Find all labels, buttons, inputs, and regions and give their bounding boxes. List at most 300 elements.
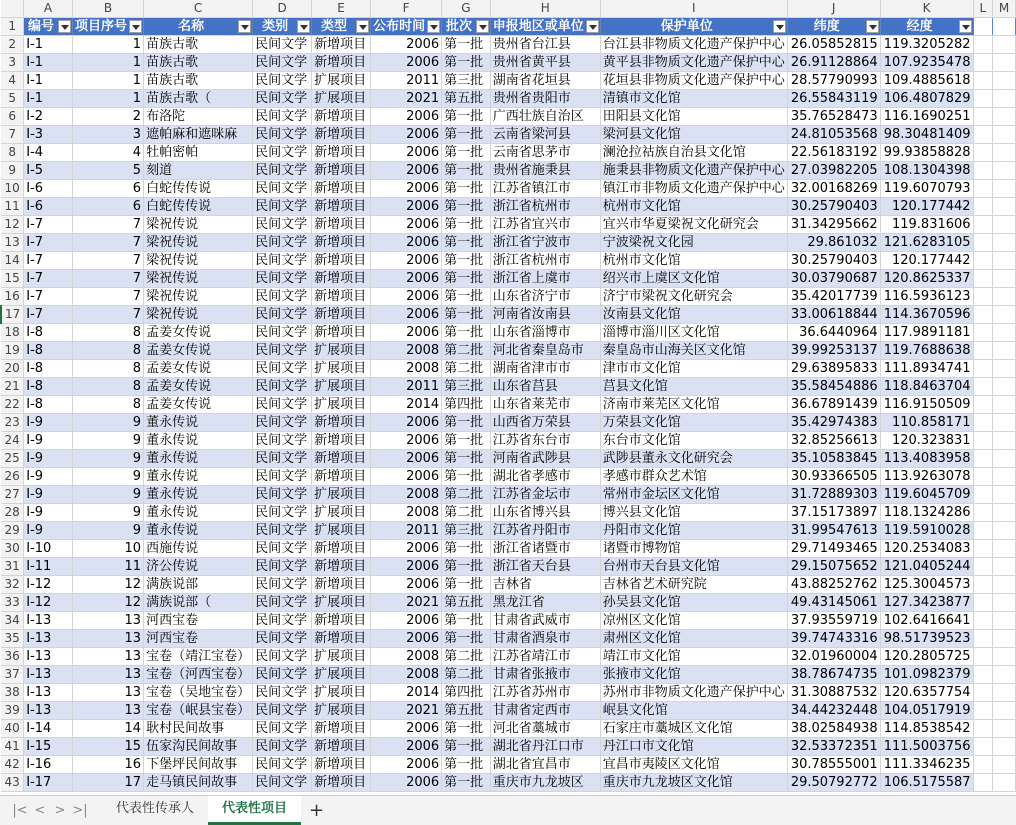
data-cell[interactable]: 2008 bbox=[371, 486, 442, 504]
data-cell[interactable]: 第一批 bbox=[442, 738, 491, 756]
data-cell[interactable]: 8 bbox=[72, 378, 143, 396]
data-cell[interactable]: 民间文学 bbox=[253, 378, 312, 396]
data-cell[interactable]: 吉林省艺术研究院 bbox=[600, 576, 787, 594]
data-cell[interactable]: Ⅰ-5 bbox=[24, 162, 73, 180]
data-cell[interactable]: 第一批 bbox=[442, 270, 491, 288]
data-cell[interactable]: 5 bbox=[72, 162, 143, 180]
data-cell[interactable]: Ⅰ-17 bbox=[24, 774, 73, 792]
data-cell[interactable]: Ⅰ-16 bbox=[24, 756, 73, 774]
data-cell[interactable]: 114.3670596 bbox=[880, 306, 973, 324]
data-cell[interactable]: Ⅰ-8 bbox=[24, 396, 73, 414]
data-cell[interactable]: 扩展项目 bbox=[312, 684, 371, 702]
data-cell[interactable]: 2006 bbox=[371, 432, 442, 450]
filter-dropdown-icon[interactable] bbox=[959, 20, 972, 33]
data-cell[interactable]: 新增项目 bbox=[312, 774, 371, 792]
data-cell[interactable]: 民间文学 bbox=[253, 684, 312, 702]
empty-cell[interactable] bbox=[973, 216, 993, 234]
data-cell[interactable]: 浙江省杭州市 bbox=[490, 252, 600, 270]
row-number[interactable]: 13 bbox=[1, 234, 24, 252]
data-cell[interactable]: 13 bbox=[72, 630, 143, 648]
data-cell[interactable]: 2006 bbox=[371, 252, 442, 270]
data-cell[interactable]: 民间文学 bbox=[253, 540, 312, 558]
data-cell[interactable]: Ⅰ-11 bbox=[24, 558, 73, 576]
data-cell[interactable]: 靖江市文化馆 bbox=[600, 648, 787, 666]
empty-cell[interactable] bbox=[993, 252, 1016, 270]
data-cell[interactable]: 7 bbox=[72, 270, 143, 288]
data-cell[interactable]: 山东省济宁市 bbox=[490, 288, 600, 306]
row-number[interactable]: 6 bbox=[1, 108, 24, 126]
data-cell[interactable]: 董永传说 bbox=[144, 450, 253, 468]
data-cell[interactable]: Ⅰ-6 bbox=[24, 198, 73, 216]
data-cell[interactable]: 甘肃省定西市 bbox=[490, 702, 600, 720]
data-cell[interactable]: 1 bbox=[72, 90, 143, 108]
data-cell[interactable]: 宁波梁祝文化园 bbox=[600, 234, 787, 252]
data-cell[interactable]: 104.0517919 bbox=[880, 702, 973, 720]
row-number[interactable]: 30 bbox=[1, 540, 24, 558]
data-cell[interactable]: 26.91128864 bbox=[787, 54, 880, 72]
data-cell[interactable]: 10 bbox=[72, 540, 143, 558]
data-cell[interactable]: Ⅰ-6 bbox=[24, 180, 73, 198]
data-cell[interactable]: 浙江省天台县 bbox=[490, 558, 600, 576]
data-cell[interactable]: 新增项目 bbox=[312, 558, 371, 576]
row-number[interactable]: 35 bbox=[1, 630, 24, 648]
data-cell[interactable]: 35.76528473 bbox=[787, 108, 880, 126]
empty-cell[interactable] bbox=[973, 702, 993, 720]
filter-dropdown-icon[interactable] bbox=[297, 20, 310, 33]
data-cell[interactable]: 2014 bbox=[371, 396, 442, 414]
data-cell[interactable]: 第一批 bbox=[442, 306, 491, 324]
empty-cell[interactable] bbox=[973, 558, 993, 576]
data-cell[interactable]: 浙江省诸暨市 bbox=[490, 540, 600, 558]
empty-cell[interactable] bbox=[993, 162, 1016, 180]
data-cell[interactable]: 29.71493465 bbox=[787, 540, 880, 558]
column-header-i[interactable]: I bbox=[600, 0, 787, 18]
empty-cell[interactable] bbox=[993, 540, 1016, 558]
data-cell[interactable]: 12 bbox=[72, 594, 143, 612]
empty-cell[interactable] bbox=[993, 108, 1016, 126]
empty-cell[interactable] bbox=[973, 234, 993, 252]
data-cell[interactable]: 113.4083958 bbox=[880, 450, 973, 468]
data-cell[interactable]: 119.831606 bbox=[880, 216, 973, 234]
empty-cell[interactable] bbox=[993, 198, 1016, 216]
data-cell[interactable]: 新增项目 bbox=[312, 630, 371, 648]
data-cell[interactable]: 第一批 bbox=[442, 252, 491, 270]
empty-cell[interactable] bbox=[973, 306, 993, 324]
data-cell[interactable]: 26.55843119 bbox=[787, 90, 880, 108]
data-cell[interactable]: 民间文学 bbox=[253, 360, 312, 378]
row-number[interactable]: 36 bbox=[1, 648, 24, 666]
empty-cell[interactable] bbox=[993, 666, 1016, 684]
data-cell[interactable]: Ⅰ-12 bbox=[24, 594, 73, 612]
data-cell[interactable]: 河西宝卷 bbox=[144, 612, 253, 630]
data-cell[interactable]: 第一批 bbox=[442, 198, 491, 216]
empty-cell[interactable] bbox=[993, 576, 1016, 594]
empty-cell[interactable] bbox=[973, 288, 993, 306]
data-cell[interactable]: 38.78674735 bbox=[787, 666, 880, 684]
data-cell[interactable]: 施秉县非物质文化遗产保护中心 bbox=[600, 162, 787, 180]
data-cell[interactable]: 120.6357754 bbox=[880, 684, 973, 702]
filter-dropdown-icon[interactable] bbox=[129, 20, 142, 33]
data-cell[interactable]: 108.1304398 bbox=[880, 162, 973, 180]
data-cell[interactable]: 浙江省宁波市 bbox=[490, 234, 600, 252]
data-cell[interactable]: 扩展项目 bbox=[312, 378, 371, 396]
data-cell[interactable]: 贵州省贵阳市 bbox=[490, 90, 600, 108]
data-cell[interactable]: Ⅰ-9 bbox=[24, 486, 73, 504]
data-cell[interactable]: 34.44232448 bbox=[787, 702, 880, 720]
data-cell[interactable]: Ⅰ-1 bbox=[24, 54, 73, 72]
data-cell[interactable]: 丹阳市文化馆 bbox=[600, 522, 787, 540]
data-cell[interactable]: 民间文学 bbox=[253, 162, 312, 180]
data-cell[interactable]: 37.15173897 bbox=[787, 504, 880, 522]
data-cell[interactable]: 河北省秦皇岛市 bbox=[490, 342, 600, 360]
data-cell[interactable]: 张掖市文化馆 bbox=[600, 666, 787, 684]
data-cell[interactable]: 111.3346235 bbox=[880, 756, 973, 774]
empty-cell[interactable] bbox=[973, 666, 993, 684]
row-number[interactable]: 31 bbox=[1, 558, 24, 576]
empty-cell[interactable] bbox=[973, 18, 993, 36]
data-cell[interactable]: 7 bbox=[72, 234, 143, 252]
data-cell[interactable]: 贵州省施秉县 bbox=[490, 162, 600, 180]
data-cell[interactable]: 第一批 bbox=[442, 576, 491, 594]
empty-cell[interactable] bbox=[993, 738, 1016, 756]
empty-cell[interactable] bbox=[973, 414, 993, 432]
data-cell[interactable]: 新增项目 bbox=[312, 216, 371, 234]
data-cell[interactable]: 扩展项目 bbox=[312, 594, 371, 612]
data-cell[interactable]: 119.7688638 bbox=[880, 342, 973, 360]
data-cell[interactable]: 扩展项目 bbox=[312, 666, 371, 684]
empty-cell[interactable] bbox=[993, 378, 1016, 396]
data-cell[interactable]: 杭州市文化馆 bbox=[600, 252, 787, 270]
data-cell[interactable]: 民间文学 bbox=[253, 756, 312, 774]
row-number[interactable]: 34 bbox=[1, 612, 24, 630]
data-cell[interactable]: 董永传说 bbox=[144, 504, 253, 522]
data-cell[interactable]: 湖南省花垣县 bbox=[490, 72, 600, 90]
row-number[interactable]: 32 bbox=[1, 576, 24, 594]
data-cell[interactable]: 9 bbox=[72, 468, 143, 486]
row-number[interactable]: 2 bbox=[1, 36, 24, 54]
empty-cell[interactable] bbox=[993, 306, 1016, 324]
data-cell[interactable]: 湖南省津市市 bbox=[490, 360, 600, 378]
data-cell[interactable]: Ⅰ-8 bbox=[24, 360, 73, 378]
data-cell[interactable]: 2006 bbox=[371, 144, 442, 162]
data-cell[interactable]: 山东省博兴县 bbox=[490, 504, 600, 522]
column-header-f[interactable]: F bbox=[371, 0, 442, 18]
data-cell[interactable]: 22.56183192 bbox=[787, 144, 880, 162]
row-number[interactable]: 5 bbox=[1, 90, 24, 108]
data-cell[interactable]: 民间文学 bbox=[253, 306, 312, 324]
data-cell[interactable]: Ⅰ-14 bbox=[24, 720, 73, 738]
header-cell[interactable] bbox=[600, 18, 787, 36]
empty-cell[interactable] bbox=[973, 756, 993, 774]
data-cell[interactable]: 43.88252762 bbox=[787, 576, 880, 594]
empty-cell[interactable] bbox=[993, 72, 1016, 90]
row-number[interactable]: 17 bbox=[1, 306, 24, 324]
data-cell[interactable]: 第一批 bbox=[442, 234, 491, 252]
data-cell[interactable]: 第一批 bbox=[442, 414, 491, 432]
data-cell[interactable]: 江苏省苏州市 bbox=[490, 684, 600, 702]
data-cell[interactable]: 2006 bbox=[371, 234, 442, 252]
header-cell[interactable] bbox=[144, 18, 253, 36]
data-cell[interactable]: 孟姜女传说 bbox=[144, 342, 253, 360]
data-cell[interactable]: 扩展项目 bbox=[312, 504, 371, 522]
data-cell[interactable]: 第二批 bbox=[442, 504, 491, 522]
empty-cell[interactable] bbox=[973, 126, 993, 144]
data-cell[interactable]: 济公传说 bbox=[144, 558, 253, 576]
header-cell[interactable] bbox=[490, 18, 600, 36]
data-cell[interactable]: 第一批 bbox=[442, 144, 491, 162]
data-cell[interactable]: 秦皇岛市山海关区文化馆 bbox=[600, 342, 787, 360]
data-cell[interactable]: 2006 bbox=[371, 558, 442, 576]
data-cell[interactable]: 新增项目 bbox=[312, 108, 371, 126]
data-cell[interactable]: 13 bbox=[72, 666, 143, 684]
data-cell[interactable]: 第三批 bbox=[442, 522, 491, 540]
data-cell[interactable]: 119.6070793 bbox=[880, 180, 973, 198]
data-cell[interactable]: 苗族古歌 bbox=[144, 36, 253, 54]
data-cell[interactable]: 35.58454886 bbox=[787, 378, 880, 396]
data-cell[interactable]: 甘肃省酒泉市 bbox=[490, 630, 600, 648]
row-number[interactable]: 20 bbox=[1, 360, 24, 378]
data-cell[interactable]: 第二批 bbox=[442, 648, 491, 666]
empty-cell[interactable] bbox=[993, 702, 1016, 720]
data-cell[interactable]: 董永传说 bbox=[144, 486, 253, 504]
data-cell[interactable]: Ⅰ-13 bbox=[24, 702, 73, 720]
data-cell[interactable]: 新增项目 bbox=[312, 54, 371, 72]
data-cell[interactable]: 民间文学 bbox=[253, 432, 312, 450]
data-cell[interactable]: 博兴县文化馆 bbox=[600, 504, 787, 522]
data-cell[interactable]: 127.3423877 bbox=[880, 594, 973, 612]
empty-cell[interactable] bbox=[993, 234, 1016, 252]
data-cell[interactable]: 120.323831 bbox=[880, 432, 973, 450]
column-header-k[interactable]: K bbox=[880, 0, 973, 18]
data-cell[interactable]: 2006 bbox=[371, 54, 442, 72]
data-cell[interactable]: 第四批 bbox=[442, 396, 491, 414]
data-cell[interactable]: 111.8934741 bbox=[880, 360, 973, 378]
column-header-a[interactable]: A bbox=[24, 0, 73, 18]
data-cell[interactable]: 27.03982205 bbox=[787, 162, 880, 180]
row-number[interactable]: 7 bbox=[1, 126, 24, 144]
data-cell[interactable]: 第一批 bbox=[442, 54, 491, 72]
data-cell[interactable]: 满族说部 bbox=[144, 576, 253, 594]
data-cell[interactable]: 民间文学 bbox=[253, 450, 312, 468]
data-cell[interactable]: 甘肃省张掖市 bbox=[490, 666, 600, 684]
data-cell[interactable]: 扩展项目 bbox=[312, 90, 371, 108]
filter-dropdown-icon[interactable] bbox=[866, 20, 879, 33]
data-cell[interactable]: 第一批 bbox=[442, 774, 491, 792]
data-cell[interactable]: 民间文学 bbox=[253, 180, 312, 198]
empty-cell[interactable] bbox=[973, 72, 993, 90]
data-cell[interactable]: 9 bbox=[72, 432, 143, 450]
data-cell[interactable]: 38.02584938 bbox=[787, 720, 880, 738]
data-cell[interactable]: 孙吴县文化馆 bbox=[600, 594, 787, 612]
empty-cell[interactable] bbox=[973, 396, 993, 414]
data-cell[interactable]: 诸暨市博物馆 bbox=[600, 540, 787, 558]
data-cell[interactable]: 第一批 bbox=[442, 450, 491, 468]
empty-cell[interactable] bbox=[993, 216, 1016, 234]
data-cell[interactable]: 梁祝传说 bbox=[144, 306, 253, 324]
data-cell[interactable]: 淄博市淄川区文化馆 bbox=[600, 324, 787, 342]
data-cell[interactable]: 民间文学 bbox=[253, 216, 312, 234]
data-cell[interactable]: 梁祝传说 bbox=[144, 216, 253, 234]
data-cell[interactable]: 山东省莱芜市 bbox=[490, 396, 600, 414]
data-cell[interactable]: 民间文学 bbox=[253, 198, 312, 216]
empty-cell[interactable] bbox=[993, 612, 1016, 630]
data-cell[interactable]: 新增项目 bbox=[312, 576, 371, 594]
data-cell[interactable]: 26.05852815 bbox=[787, 36, 880, 54]
data-cell[interactable]: 新增项目 bbox=[312, 252, 371, 270]
empty-cell[interactable] bbox=[973, 486, 993, 504]
data-cell[interactable]: 耿村民间故事 bbox=[144, 720, 253, 738]
empty-cell[interactable] bbox=[973, 630, 993, 648]
empty-cell[interactable] bbox=[993, 630, 1016, 648]
data-cell[interactable]: 浙江省杭州市 bbox=[490, 198, 600, 216]
data-cell[interactable]: 广西壮族自治区 bbox=[490, 108, 600, 126]
data-cell[interactable]: 东台市文化馆 bbox=[600, 432, 787, 450]
data-cell[interactable]: 新增项目 bbox=[312, 126, 371, 144]
data-cell[interactable]: Ⅰ-9 bbox=[24, 414, 73, 432]
data-cell[interactable]: 2021 bbox=[371, 702, 442, 720]
data-cell[interactable]: 苗族古歌 bbox=[144, 72, 253, 90]
data-cell[interactable]: 第五批 bbox=[442, 90, 491, 108]
data-cell[interactable]: 118.8463704 bbox=[880, 378, 973, 396]
data-cell[interactable]: 梁祝传说 bbox=[144, 288, 253, 306]
empty-cell[interactable] bbox=[993, 594, 1016, 612]
empty-cell[interactable] bbox=[973, 504, 993, 522]
data-cell[interactable]: 37.93559719 bbox=[787, 612, 880, 630]
header-cell[interactable] bbox=[787, 18, 880, 36]
data-cell[interactable]: 113.9263078 bbox=[880, 468, 973, 486]
data-cell[interactable]: 110.858171 bbox=[880, 414, 973, 432]
data-cell[interactable]: 第五批 bbox=[442, 702, 491, 720]
data-cell[interactable]: 116.5936123 bbox=[880, 288, 973, 306]
header-cell[interactable] bbox=[24, 18, 73, 36]
data-cell[interactable]: 山西省万荣县 bbox=[490, 414, 600, 432]
row-number[interactable]: 29 bbox=[1, 522, 24, 540]
data-cell[interactable]: 田阳县文化馆 bbox=[600, 108, 787, 126]
empty-cell[interactable] bbox=[973, 360, 993, 378]
data-cell[interactable]: 伍家沟民间故事 bbox=[144, 738, 253, 756]
header-cell[interactable] bbox=[253, 18, 312, 36]
data-cell[interactable]: 新增项目 bbox=[312, 414, 371, 432]
data-cell[interactable]: 民间文学 bbox=[253, 720, 312, 738]
row-number[interactable]: 26 bbox=[1, 468, 24, 486]
data-cell[interactable]: 4 bbox=[72, 144, 143, 162]
row-number[interactable]: 3 bbox=[1, 54, 24, 72]
data-cell[interactable]: 江苏省东台市 bbox=[490, 432, 600, 450]
empty-cell[interactable] bbox=[973, 684, 993, 702]
empty-cell[interactable] bbox=[993, 54, 1016, 72]
empty-cell[interactable] bbox=[993, 90, 1016, 108]
data-cell[interactable]: 民间文学 bbox=[253, 738, 312, 756]
data-cell[interactable]: 118.1324286 bbox=[880, 504, 973, 522]
data-cell[interactable]: 9 bbox=[72, 486, 143, 504]
data-cell[interactable]: 武陟县董永文化研究会 bbox=[600, 450, 787, 468]
data-cell[interactable]: 114.8538542 bbox=[880, 720, 973, 738]
data-cell[interactable]: 新增项目 bbox=[312, 432, 371, 450]
data-cell[interactable]: 第一批 bbox=[442, 756, 491, 774]
empty-cell[interactable] bbox=[993, 18, 1016, 36]
data-cell[interactable]: 第二批 bbox=[442, 360, 491, 378]
data-cell[interactable]: 民间文学 bbox=[253, 270, 312, 288]
data-cell[interactable]: 扩展项目 bbox=[312, 702, 371, 720]
data-cell[interactable]: 民间文学 bbox=[253, 90, 312, 108]
row-number[interactable]: 10 bbox=[1, 180, 24, 198]
data-cell[interactable]: 2006 bbox=[371, 162, 442, 180]
data-cell[interactable]: 莒县文化馆 bbox=[600, 378, 787, 396]
data-cell[interactable]: 2006 bbox=[371, 180, 442, 198]
data-cell[interactable]: 民间文学 bbox=[253, 126, 312, 144]
row-number[interactable]: 11 bbox=[1, 198, 24, 216]
data-cell[interactable]: 新增项目 bbox=[312, 540, 371, 558]
data-cell[interactable]: 30.03790687 bbox=[787, 270, 880, 288]
data-cell[interactable]: 民间文学 bbox=[253, 234, 312, 252]
empty-cell[interactable] bbox=[993, 288, 1016, 306]
data-cell[interactable]: 济宁市梁祝文化研究会 bbox=[600, 288, 787, 306]
filter-dropdown-icon[interactable] bbox=[586, 20, 599, 33]
data-cell[interactable]: 2011 bbox=[371, 72, 442, 90]
header-cell[interactable] bbox=[880, 18, 973, 36]
data-cell[interactable]: 106.5175587 bbox=[880, 774, 973, 792]
data-cell[interactable]: 2006 bbox=[371, 720, 442, 738]
data-cell[interactable]: 16 bbox=[72, 756, 143, 774]
filter-dropdown-icon[interactable] bbox=[773, 20, 786, 33]
data-cell[interactable]: 民间文学 bbox=[253, 522, 312, 540]
header-cell[interactable] bbox=[442, 18, 491, 36]
data-cell[interactable]: 布洛陀 bbox=[144, 108, 253, 126]
column-header-m[interactable]: M bbox=[993, 0, 1016, 18]
row-number[interactable]: 9 bbox=[1, 162, 24, 180]
data-cell[interactable]: 台州市天台县文化馆 bbox=[600, 558, 787, 576]
data-cell[interactable]: 39.99253137 bbox=[787, 342, 880, 360]
data-cell[interactable]: 孟姜女传说 bbox=[144, 396, 253, 414]
data-cell[interactable]: 新增项目 bbox=[312, 612, 371, 630]
data-cell[interactable]: 13 bbox=[72, 702, 143, 720]
data-cell[interactable]: 山东省莒县 bbox=[490, 378, 600, 396]
data-cell[interactable]: 刻道 bbox=[144, 162, 253, 180]
data-cell[interactable]: 120.177442 bbox=[880, 198, 973, 216]
data-cell[interactable]: 7 bbox=[72, 306, 143, 324]
data-cell[interactable]: 98.30481409 bbox=[880, 126, 973, 144]
empty-cell[interactable] bbox=[993, 324, 1016, 342]
empty-cell[interactable] bbox=[973, 90, 993, 108]
empty-cell[interactable] bbox=[973, 720, 993, 738]
data-cell[interactable]: 重庆市九龙坡区 bbox=[490, 774, 600, 792]
data-cell[interactable]: 2006 bbox=[371, 468, 442, 486]
data-cell[interactable]: 2008 bbox=[371, 360, 442, 378]
data-cell[interactable]: 119.5910028 bbox=[880, 522, 973, 540]
data-cell[interactable]: 苗族古歌（ bbox=[144, 90, 253, 108]
data-cell[interactable]: 民间文学 bbox=[253, 252, 312, 270]
data-cell[interactable]: 29.15075652 bbox=[787, 558, 880, 576]
row-number[interactable]: 12 bbox=[1, 216, 24, 234]
row-number[interactable]: 40 bbox=[1, 720, 24, 738]
data-cell[interactable]: 第一批 bbox=[442, 180, 491, 198]
data-cell[interactable]: 宝卷（河西宝卷） bbox=[144, 666, 253, 684]
data-cell[interactable]: 走马镇民间故事 bbox=[144, 774, 253, 792]
data-cell[interactable]: 民间文学 bbox=[253, 54, 312, 72]
data-cell[interactable]: 江苏省金坛市 bbox=[490, 486, 600, 504]
data-cell[interactable]: 111.5003756 bbox=[880, 738, 973, 756]
data-cell[interactable]: 2008 bbox=[371, 648, 442, 666]
data-cell[interactable]: 6 bbox=[72, 198, 143, 216]
data-cell[interactable]: 扩展项目 bbox=[312, 648, 371, 666]
data-cell[interactable]: 9 bbox=[72, 450, 143, 468]
data-cell[interactable]: Ⅰ-4 bbox=[24, 144, 73, 162]
data-cell[interactable]: 33.00618844 bbox=[787, 306, 880, 324]
data-cell[interactable]: 浙江省上虞市 bbox=[490, 270, 600, 288]
data-cell[interactable]: 新增项目 bbox=[312, 306, 371, 324]
empty-cell[interactable] bbox=[973, 324, 993, 342]
header-cell[interactable] bbox=[72, 18, 143, 36]
